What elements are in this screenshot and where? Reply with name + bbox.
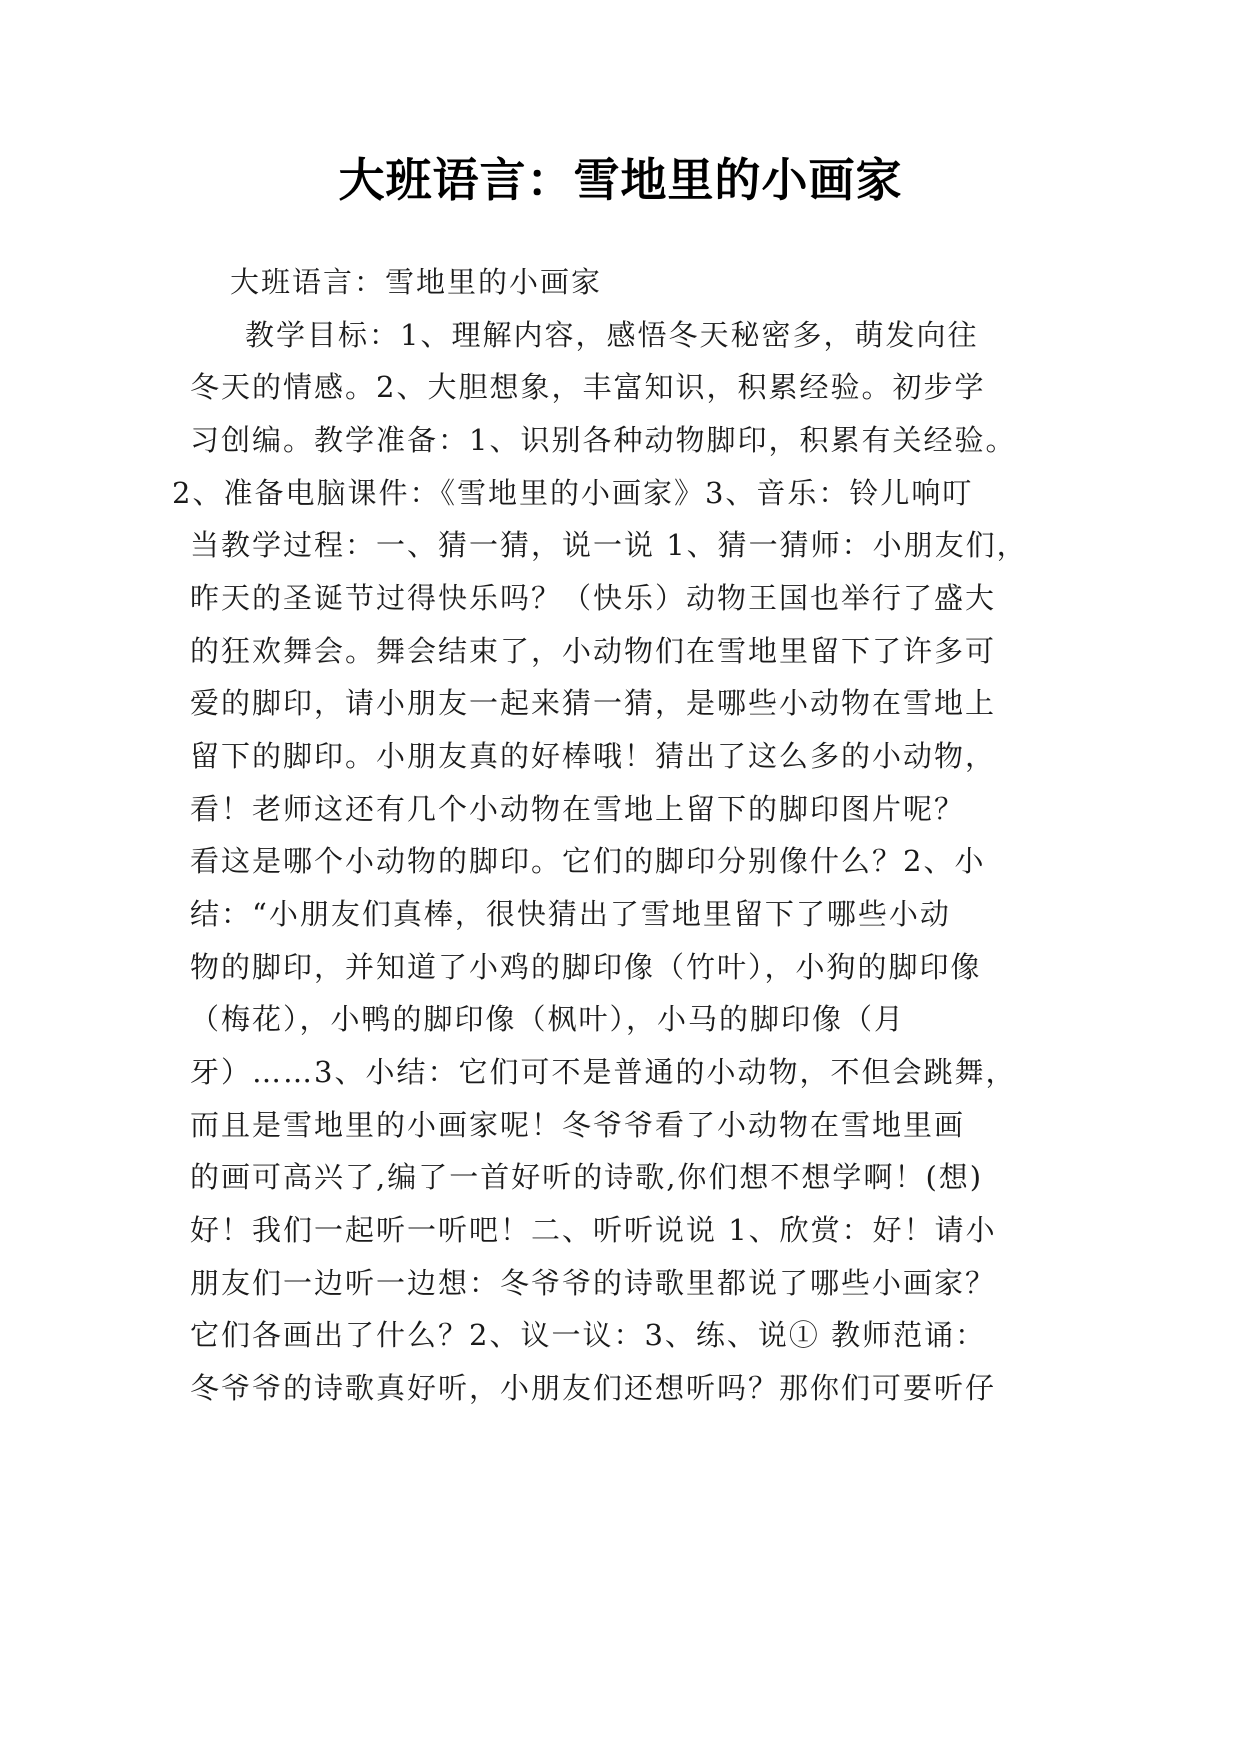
body-line: 习创编。教学准备：1、识别各种动物脚印，积累有关经验。: [190, 423, 1017, 457]
body-line: 看这是哪个小动物的脚印。它们的脚印分别像什么？2、小: [190, 844, 986, 878]
body-line: 而且是雪地里的小画家呢！冬爷爷看了小动物在雪地里画: [190, 1108, 966, 1142]
body-line: 大班语言：雪地里的小画家: [230, 265, 603, 299]
body-line: 好！我们一起听一听吧！二、听听说说 1、欣赏：好！请小: [190, 1213, 997, 1247]
body-line: 冬天的情感。2、大胆想象，丰富知识，积累经验。初步学: [190, 370, 986, 404]
body-line: （梅花），小鸭的脚印像（枫叶），小马的脚印像（月: [190, 1002, 906, 1036]
body-line: 的狂欢舞会。舞会结束了，小动物们在雪地里留下了许多可: [190, 634, 997, 668]
body-line: 牙）……3、小结：它们可不是普通的小动物，不但会跳舞，: [190, 1055, 1017, 1089]
body-line: 物的脚印，并知道了小鸡的脚印像（竹叶），小狗的脚印像: [190, 950, 982, 984]
body-line: 爱的脚印，请小朋友一起来猜一猜，是哪些小动物在雪地上: [190, 686, 997, 720]
body-line: 朋友们一边听一边想：冬爷爷的诗歌里都说了哪些小画家？: [190, 1266, 997, 1300]
body-line: 冬爷爷的诗歌真好听，小朋友们还想听吗？那你们可要听仔: [190, 1371, 997, 1405]
body-line: 昨天的圣诞节过得快乐吗？（快乐）动物王国也举行了盛大: [190, 581, 997, 615]
body-line: 2、准备电脑课件：《雪地里的小画家》3、音乐：铃儿响叮: [172, 476, 974, 510]
body-line: 留下的脚印。小朋友真的好棒哦！猜出了这么多的小动物，: [190, 739, 997, 773]
body-line: 教学目标：1、理解内容，感悟冬天秘密多，萌发向往: [245, 318, 979, 352]
body-line: 的画可高兴了,编了一首好听的诗歌,你们想不想学啊！(想): [190, 1160, 984, 1194]
body-line: 当教学过程：一、猜一猜，说一说 1、猜一猜师：小朋友们，: [190, 528, 1028, 562]
body-line: 它们各画出了什么？2、议一议：3、练、说① 教师范诵：: [190, 1318, 987, 1352]
document-title: 大班语言：雪地里的小画家: [338, 153, 903, 207]
body-line: 结：“小朋友们真棒，很快猜出了雪地里留下了哪些小动: [190, 897, 951, 931]
body-line: 看！老师这还有几个小动物在雪地上留下的脚印图片呢？: [190, 792, 966, 826]
